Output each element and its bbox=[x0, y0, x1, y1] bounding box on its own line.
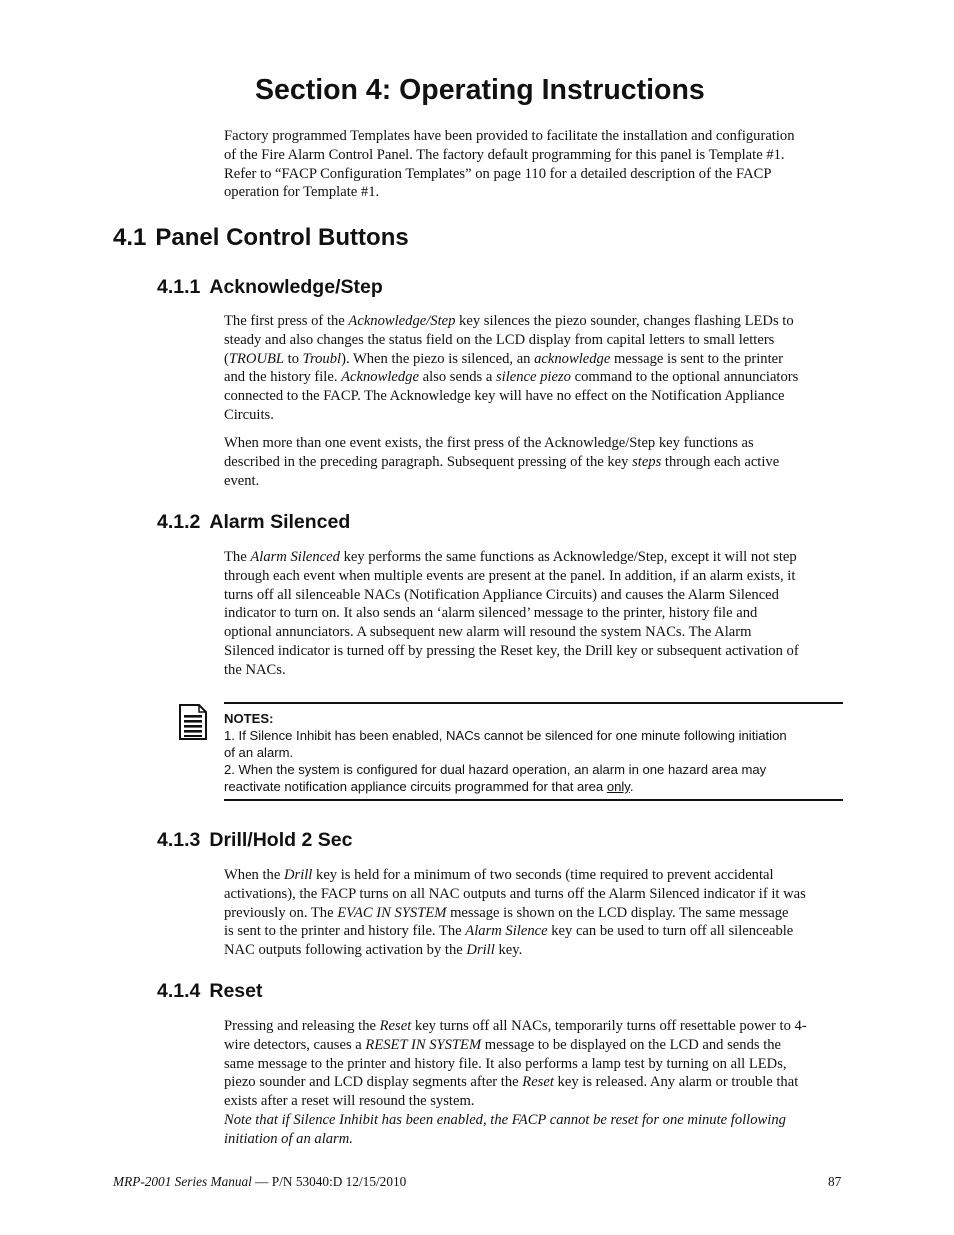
text-line: through each event when multiple events are present at the panel. In addition, if an alarm exists, it bbox=[224, 567, 796, 584]
heading-number: 4.1.1 bbox=[157, 276, 201, 298]
heading-text: Alarm Silenced bbox=[209, 511, 351, 533]
text-line: event. bbox=[224, 472, 260, 489]
note-line: 2. When the system is configured for dual hazard operation, an alarm in one hazard area may bbox=[224, 762, 767, 777]
text-line: When more than one event exists, the first press of the Acknowledge/Step key functions as bbox=[224, 435, 754, 451]
intro-line: operation for Template #1. bbox=[224, 184, 380, 201]
heading-number: 4.1 bbox=[113, 224, 147, 251]
acknowledge-paragraph-1 bbox=[224, 312, 849, 425]
heading-4-1-3 bbox=[157, 829, 352, 852]
intro-line: Refer to “FACP Configuration Templates” on page 110 for a detailed description of the FACP bbox=[224, 165, 772, 182]
text-line: The Alarm Silenced key performs the same functions as Acknowledge/Step, except it will not step bbox=[224, 549, 797, 565]
text-line: piezo sounder and LCD display segments after the Reset key is released. Any alarm or trouble that bbox=[224, 1074, 799, 1091]
drill-paragraph bbox=[224, 866, 849, 960]
text-line: and the history file. Acknowledge also sends a silence piezo command to the optional annunciators bbox=[224, 369, 799, 386]
heading-text: Reset bbox=[209, 980, 263, 1002]
text-line: activations), the FACP turns on all NAC outputs and turns off the Alarm Silenced indicator if it was bbox=[224, 885, 806, 902]
text-line: Pressing and releasing the Reset key turns off all NACs, temporarily turns off resettable power to 4- bbox=[224, 1018, 807, 1034]
heading-4-1-2 bbox=[157, 511, 350, 534]
text-line: previously on. The EVAC IN SYSTEM message is shown on the LCD display. The same message bbox=[224, 904, 789, 921]
page-number: 87 bbox=[828, 1174, 842, 1189]
alarm-silenced-paragraph bbox=[224, 548, 849, 680]
text-line: Silenced indicator is turned off by pressing the Reset key, the Drill key or subsequent activation of bbox=[224, 642, 799, 659]
heading-text: Drill/Hold 2 Sec bbox=[209, 829, 353, 851]
heading-number: 4.1.3 bbox=[157, 829, 201, 851]
heading-text: Acknowledge/Step bbox=[209, 276, 383, 298]
heading-number: 4.1.2 bbox=[157, 511, 201, 533]
heading-text: Panel Control Buttons bbox=[155, 224, 409, 251]
note-line: of an alarm. bbox=[224, 745, 294, 760]
text-line: NAC outputs following activation by the Drill key. bbox=[224, 942, 523, 959]
notes-title: NOTES: bbox=[224, 711, 274, 726]
text-line: optional annunciators. A subsequent new alarm will resound the system NACs. The Alarm bbox=[224, 624, 752, 641]
text-line: Note that if Silence Inhibit has been enabled, the FACP cannot be reset for one minute following bbox=[224, 1111, 786, 1128]
text-line: indicator to turn on. It also sends an ‘alarm silenced’ message to the printer, history file and bbox=[224, 605, 758, 622]
text-line: same message to the printer and history file. It also performs a lamp test by turning on all LEDs, bbox=[224, 1055, 787, 1072]
text-line: the NACs. bbox=[224, 661, 286, 678]
heading-number: 4.1.4 bbox=[157, 980, 201, 1002]
text-line: initiation of an alarm. bbox=[224, 1130, 353, 1147]
intro-line: Factory programmed Templates have been provided to facilitate the installation and configuration bbox=[224, 128, 795, 144]
note-line: 1. If Silence Inhibit has been enabled, NACs cannot be silenced for one minute following initiation bbox=[224, 728, 787, 743]
text-line: connected to the FACP. The Acknowledge key will have no effect on the Notification Appliance bbox=[224, 388, 785, 405]
text-line: (TROUBL to Troubl). When the piezo is silenced, an acknowledge message is sent to the printer bbox=[224, 350, 783, 367]
intro-line: of the Fire Alarm Control Panel. The factory default programming for this panel is Template #1. bbox=[224, 146, 785, 163]
reset-paragraph bbox=[224, 1017, 849, 1149]
text-line: exists after a reset will resound the system. bbox=[224, 1093, 475, 1110]
text-line: wire detectors, causes a RESET IN SYSTEM message to be displayed on the LCD and sends the bbox=[224, 1036, 782, 1053]
intro-paragraph bbox=[224, 127, 849, 202]
heading-4-1-4 bbox=[157, 980, 263, 1003]
heading-4-1 bbox=[113, 224, 409, 252]
text-line: When the Drill key is held for a minimum of two seconds (time required to prevent accidental bbox=[224, 867, 774, 883]
text-line: The first press of the Acknowledge/Step key silences the piezo sounder, changes flashing LEDs to bbox=[224, 313, 794, 329]
text-line: is sent to the printer and history file. The Alarm Silence key can be used to turn off all silenceable bbox=[224, 923, 794, 940]
text-line: steady and also changes the status field on the LCD display from capital letters to small letters bbox=[224, 331, 775, 348]
acknowledge-paragraph-2 bbox=[224, 434, 849, 490]
section-title: Section 4: Operating Instructions bbox=[255, 74, 705, 106]
text-line: described in the preceding paragraph. Subsequent pressing of the key steps through each active bbox=[224, 453, 780, 470]
note-document-icon bbox=[178, 703, 208, 741]
note-line: reactivate notification appliance circuits programmed for that area only. bbox=[224, 779, 634, 794]
heading-4-1-1 bbox=[157, 276, 383, 299]
footer-manual-info: MRP-2001 Series Manual — P/N 53040:D 12/15/2010 bbox=[113, 1174, 407, 1189]
text-line: Circuits. bbox=[224, 406, 274, 423]
text-line: turns off all silenceable NACs (Notification Appliance Circuits) and causes the Alarm Silenced bbox=[224, 586, 779, 603]
